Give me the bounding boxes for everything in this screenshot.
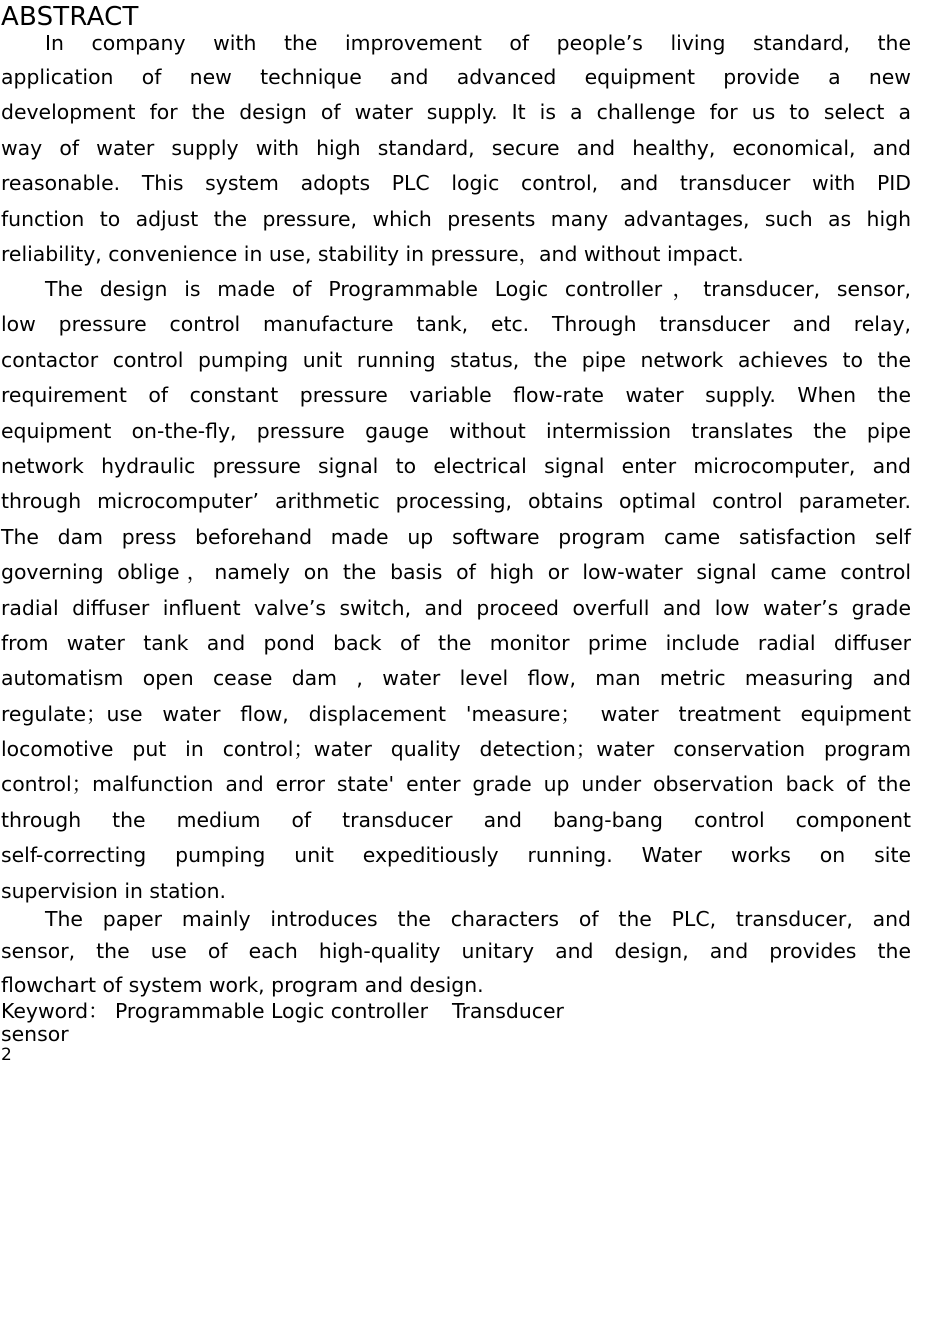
paragraph-line: application of new technique and advanced equipment provide a new [1, 65, 911, 89]
keywords-line [1, 998, 564, 1024]
abstract-paragraph-1 [1, 29, 911, 275]
abstract-paragraph-3 [1, 903, 911, 1002]
paragraph-line: through microcomputer’ arithmetic processing, obtains optimal control parameter. [1, 489, 911, 514]
paragraph-line: reasonable. This system adopts PLC logic control, and transducer with PID [1, 171, 911, 196]
paragraph-line: In company with the improvement of people’s living standard, the [45, 31, 911, 55]
keyword-item: Transducer [452, 999, 564, 1023]
paragraph-line: The design is made of Programmable Logic controller，transducer, sensor, [45, 277, 911, 301]
paragraph-line: contactor control pumping unit running status, the pipe network achieves to the [1, 347, 911, 372]
page-number: 2 [1, 1045, 12, 1065]
paragraph-line: through the medium of transducer and bang-bang control component [1, 807, 911, 832]
paragraph-line: governing oblige，namely on the basis of high or low-water signal came control [1, 560, 911, 585]
paragraph-line: The dam press beforehand made up software program came satisfaction self [1, 524, 911, 549]
paragraph-line: flowchart of system work, program and design. [1, 972, 484, 997]
keyword-item: Programmable Logic controller [114, 999, 429, 1023]
paragraph-line: control；malfunction and error state' enter grade up under observation back of the [1, 772, 911, 797]
paragraph-line: from water tank and pond back of the monitor prime include radial diffuser [1, 630, 911, 655]
paragraph-line: sensor, the use of each high-quality unitary and design, and provides the [1, 939, 911, 963]
paragraph-line: automatism open cease dam , water level flow, man metric measuring and [1, 666, 911, 691]
abstract-paragraph-2 [1, 272, 911, 909]
paragraph-line: radial diffuser influent valve’s switch, and proceed overfull and low water’s grade [1, 595, 911, 620]
paragraph-line: The paper mainly introduces the characters of the PLC, transducer, and [45, 907, 911, 931]
paragraph-line: regulate；use water flow, displacement 'measure； water treatment equipment [1, 701, 911, 726]
keyword-item: sensor [1, 1022, 69, 1046]
keywords-label: Keyword： [1, 999, 109, 1023]
paragraph-line: self-correcting pumping unit expeditiously running. Water works on site [1, 843, 911, 868]
paragraph-line: way of water supply with high standard, secure and healthy, economical, and [1, 135, 911, 160]
paragraph-line: reliability, convenience in use, stability in pressure，and without impact. [1, 241, 744, 266]
paragraph-line: locomotive put in control；water quality detection；water conservation program [1, 737, 911, 762]
paragraph-line: network hydraulic pressure signal to electrical signal enter microcomputer, and [1, 453, 911, 478]
paragraph-line: low pressure control manufacture tank, etc. Through transducer and relay, [1, 312, 911, 337]
paragraph-line: requirement of constant pressure variable flow-rate water supply. When the [1, 383, 911, 408]
abstract-heading: ABSTRACT [1, 2, 139, 32]
paragraph-line: development for the design of water supply. It is a challenge for us to select a [1, 100, 911, 125]
paragraph-line: supervision in station. [1, 878, 227, 903]
paragraph-line: function to adjust the pressure, which presents many advantages, such as high [1, 206, 911, 231]
paragraph-line: equipment on-the-fly, pressure gauge without intermission translates the pipe [1, 418, 911, 443]
